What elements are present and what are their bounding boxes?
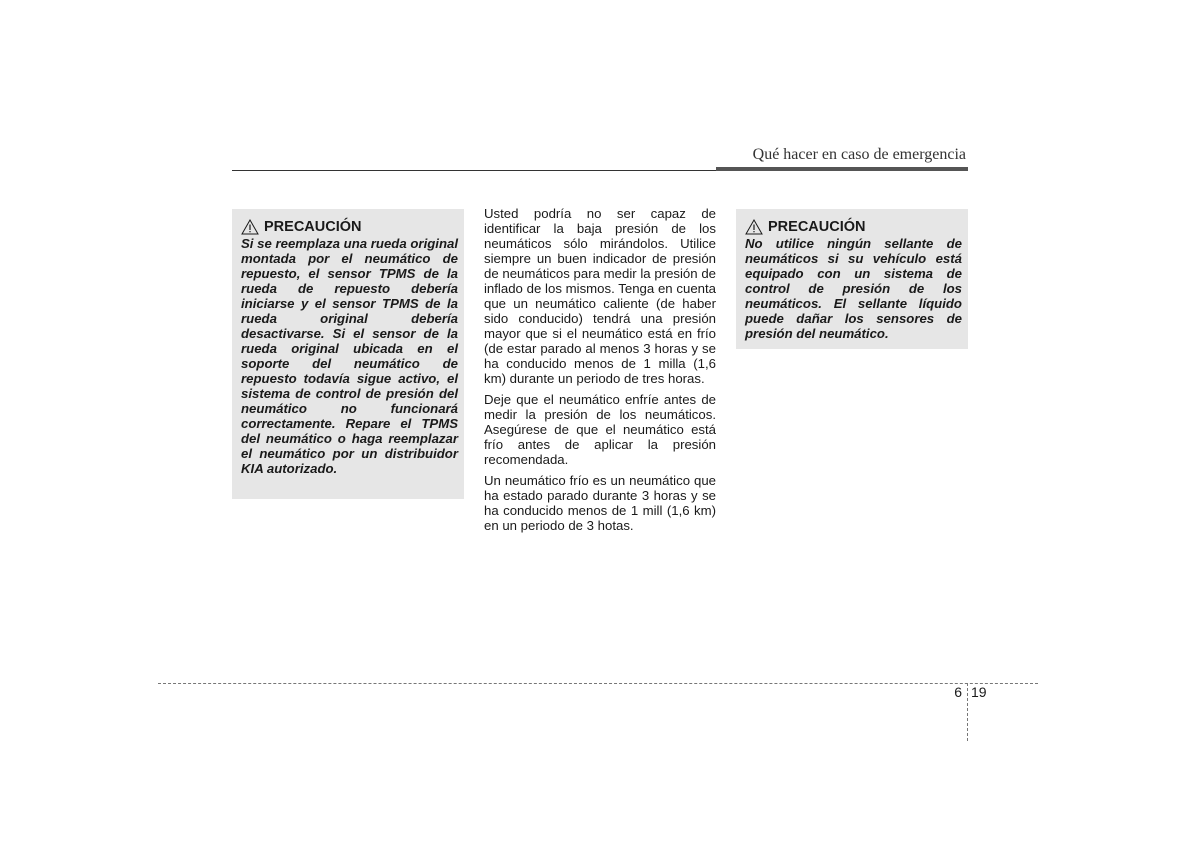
- warning-triangle-icon: [241, 219, 259, 235]
- footer-divider: [967, 683, 968, 741]
- body-paragraph: Un neumático frío es un neumático que ha estado parado durante 3 horas y se ha conducido menos de 1 mill (1,6 km) en un periodo de 3 hotas.: [484, 473, 716, 533]
- body-paragraph: Usted podría no ser capaz de identificar la baja presión de los neumáticos sólo mirándolos. Utilice siempre un buen indicador de presión de neumáticos para medir la presión de inflado de los mismos. Tenga en cuenta que un neumático caliente (de haber sido conducido) tendrá una presión mayor que si el neumático está en frío (de estar parado al menos 3 horas y se ha conducido menos de 1 milla (1,6 km) durante un periodo de tres horas.: [484, 206, 716, 386]
- header-rule-accent: [716, 167, 968, 171]
- body-text-column: [484, 206, 716, 539]
- page-number: 19: [971, 684, 987, 700]
- caution-text: No utilice ningún sellante de neumáticos si su vehículo está equipado con un sistema de control de presión de los neumáticos. El sellante líquido puede dañar los sensores de presión del neumático.: [745, 236, 962, 341]
- caution-heading-label: PRECAUCIÓN: [768, 218, 866, 235]
- caution-box-left: [232, 209, 464, 499]
- caution-heading: [241, 218, 458, 235]
- warning-triangle-icon: [745, 219, 763, 235]
- body-paragraph: Deje que el neumático enfríe antes de medir la presión de los neumáticos. Asegúrese de que el neumático está frío antes de aplicar la presión recomendada.: [484, 392, 716, 467]
- caution-heading-label: PRECAUCIÓN: [264, 218, 362, 235]
- caution-heading: [745, 218, 962, 235]
- chapter-number: 6: [954, 684, 962, 700]
- section-title: Qué hacer en caso de emergencia: [752, 146, 966, 163]
- footer-rule: [158, 683, 1038, 684]
- caution-text: Si se reemplaza una rueda original montada por el neumático de repuesto, el sensor TPMS de la rueda de repuesto debería iniciarse y el sensor TPMS de la rueda original debería desactivarse. Si el sensor de la rueda original ubicada en el soporte del neumático de repuesto todavía sigue activo, el sistema de control de presión del neumático no funcionará correctamente. Repare el TPMS del neumático o haga reemplazar el neumático por un distribuidor KIA autorizado.: [241, 236, 458, 476]
- caution-box-right: [736, 209, 968, 349]
